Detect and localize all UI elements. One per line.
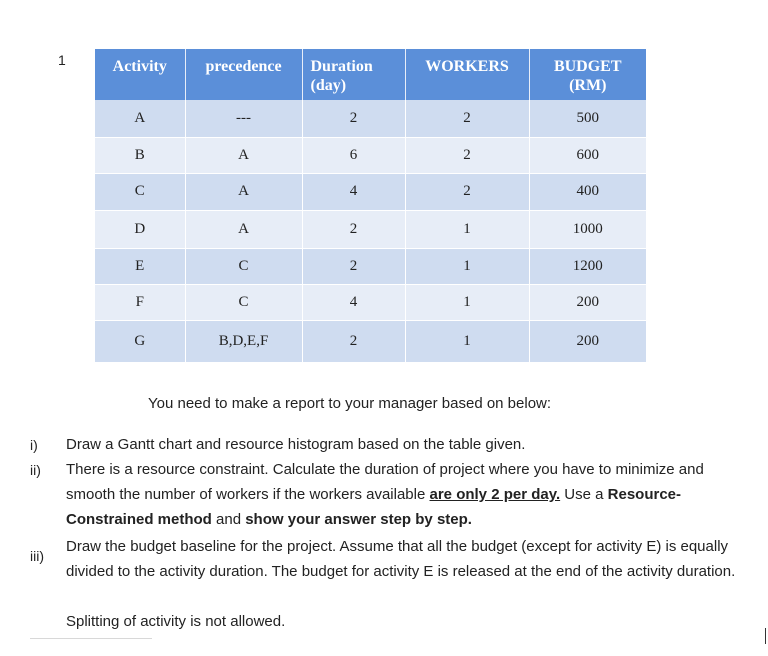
header-duration: Duration (day) — [302, 49, 405, 100]
cell-workers: 1 — [405, 320, 529, 362]
intro-text: You need to make a report to your manager based on below: — [148, 395, 552, 412]
cell-budget: 1000 — [529, 210, 646, 248]
cell-activity: C — [95, 173, 185, 210]
question-1-text: Draw a Gantt chart and resource histogram based on the table given. — [66, 436, 526, 453]
table-row — [95, 284, 646, 320]
cell-precedence: --- — [185, 100, 302, 137]
activity-table — [95, 49, 646, 363]
cell-budget: 500 — [529, 100, 646, 137]
cell-workers: 2 — [405, 100, 529, 137]
question-2-text-a: There is a resource constraint. Calculate the duration of project where you have to minimize and smooth the number of workers if the workers available — [66, 461, 704, 503]
table-row — [95, 210, 646, 248]
text-cursor — [765, 628, 766, 644]
cell-precedence: B,D,E,F — [185, 320, 302, 362]
header-activity: Activity — [95, 49, 185, 100]
table-row — [95, 320, 646, 362]
question-2-emphasis-method: Resource-Constrained method — [66, 486, 682, 528]
question-3-label: iii) — [30, 548, 44, 564]
cell-duration: 2 — [302, 248, 405, 284]
cell-precedence: C — [185, 284, 302, 320]
cell-duration: 6 — [302, 137, 405, 173]
question-3-text: Draw the budget baseline for the project. Assume that all the budget (except for activity E) is equally divided to the activity duration. The budget for activity E is released at the end of the activity duration. — [66, 538, 736, 580]
cell-duration: 2 — [302, 100, 405, 137]
cell-budget: 400 — [529, 173, 646, 210]
cell-duration: 4 — [302, 173, 405, 210]
table-row — [95, 248, 646, 284]
header-workers: WORKERS — [405, 49, 529, 100]
cell-duration: 4 — [302, 284, 405, 320]
cell-precedence: A — [185, 173, 302, 210]
cell-activity: D — [95, 210, 185, 248]
question-2-emphasis-workers: are only 2 per day. — [429, 486, 561, 503]
question-number: 1 — [58, 52, 66, 68]
cell-workers: 2 — [405, 173, 529, 210]
footer-divider — [30, 638, 152, 639]
cell-duration: 2 — [302, 210, 405, 248]
table-row — [95, 100, 646, 137]
table-header-row — [95, 49, 646, 100]
cell-budget: 600 — [529, 137, 646, 173]
cell-duration: 2 — [302, 320, 405, 362]
cell-activity: E — [95, 248, 185, 284]
cell-activity: B — [95, 137, 185, 173]
question-2-label: ii) — [30, 462, 41, 478]
cell-activity: G — [95, 320, 185, 362]
cell-workers: 1 — [405, 284, 529, 320]
cell-precedence: A — [185, 137, 302, 173]
table-row — [95, 173, 646, 210]
question-3-note: Splitting of activity is not allowed. — [66, 613, 286, 630]
cell-precedence: C — [185, 248, 302, 284]
question-2-text-c: and — [211, 511, 246, 528]
cell-workers: 1 — [405, 210, 529, 248]
cell-workers: 2 — [405, 137, 529, 173]
cell-budget: 200 — [529, 284, 646, 320]
cell-activity: A — [95, 100, 185, 137]
header-budget: BUDGET (RM) — [529, 49, 646, 100]
question-2-emphasis-steps: show your answer step by step. — [245, 511, 472, 528]
question-2-text — [66, 457, 756, 532]
cell-budget: 200 — [529, 320, 646, 362]
header-precedence: precedence — [185, 49, 302, 100]
cell-budget: 1200 — [529, 248, 646, 284]
cell-precedence: A — [185, 210, 302, 248]
cell-workers: 1 — [405, 248, 529, 284]
table-row — [95, 137, 646, 173]
question-2-text-b: Use a — [560, 486, 608, 503]
question-1-label: i) — [30, 437, 38, 453]
cell-activity: F — [95, 284, 185, 320]
